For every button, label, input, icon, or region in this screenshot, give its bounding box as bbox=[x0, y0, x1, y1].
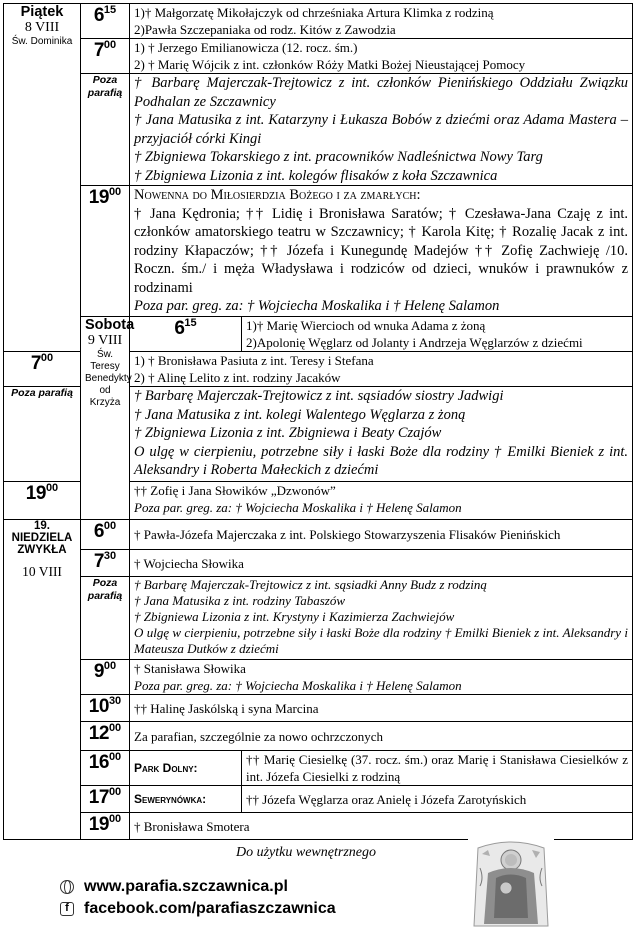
facebook-url[interactable]: facebook.com/parafiaszczawnica bbox=[84, 900, 336, 917]
time-1030: $10^{30}$ bbox=[81, 695, 130, 722]
time-1900: $19^{00}$ bbox=[81, 813, 130, 840]
mass-intentions-outside: † Barbarę Majerczak-Trejtowicz z int. sąsiadów siostry Jadwigi † Jana Matusika z int. kolegi Walentego Węglarza z żoną † Zbigniewa Lizonia z int. Zbigniewa i Beaty Czajów O ulgę w cierpieniu, potrzebne siły i łaski Boże dla rodziny † Emilki Bieniek z int. Aleksandry i Roberta Małeckich z dziećmi bbox=[130, 387, 633, 482]
time-1900: $19^{00}$ bbox=[4, 482, 81, 520]
website-url[interactable]: www.parafia.szczawnica.pl bbox=[84, 878, 288, 895]
time-600: $6^{00}$ bbox=[81, 520, 130, 550]
mass-intentions: †† Halinę Jaskólską i syna Marcina bbox=[130, 695, 633, 722]
day-sunday bbox=[4, 520, 81, 840]
poza-parafia-label: Poza parafią bbox=[4, 387, 81, 482]
time-615: $6^{15}$ bbox=[130, 317, 242, 352]
day-date: 9 VIII bbox=[87, 333, 123, 348]
day-name: Sobota bbox=[85, 317, 135, 333]
mass-intentions-outside: † Barbarę Majerczak-Trejtowicz z int. sąsiadki Anny Budz z rodziną † Jana Matusika z int. rodziny Tabaszów † Zbigniewa Lizonia z int. Krystyny i Kazimierza Zachwiejów O ulgę w cierpieniu, potrzebne siły i łaski Boże dla rodziny † Emilki Bieniek z int. Aleksandry i Mateusza Dutków z dziećmi bbox=[130, 577, 633, 660]
day-number: 19. bbox=[34, 520, 50, 532]
time-900: $9^{00}$ bbox=[81, 660, 130, 695]
mass-schedule-table bbox=[3, 3, 633, 840]
place-label: Sewerynówka: bbox=[130, 786, 242, 813]
novena-intentions: Nowenna do Miłosierdzia Bożego i za zmarłych: † Jana Kędronia; †† Lidię i Bronisława Saratów; † Czesława-Jana Czaję z int. członków amatorskiego teatru w Szczawnicy; † Karola Kitę; † Rozalię Jacak z int. rodziny Kłapaczów; †† Józefa i Kunegundę Madejów †† Zofię Zachwieję /10. Roczn. śm./ i męża Władysława i rodziców od dzieci, wnuków i prawnuków z rodzinami Poza par. greg. za: † Wojciecha Moskalika i † Helenę Salamon bbox=[130, 186, 633, 317]
mass-intentions: 1) † Bronisława Pasiuta z int. Teresy i Stefana 2) † Alinę Lelito z int. rodziny Jacaków bbox=[130, 352, 633, 387]
globe-icon bbox=[60, 880, 74, 894]
day-name: NIEDZIELA ZWYKŁA bbox=[11, 532, 73, 556]
poza-parafia-label: Poza parafią bbox=[81, 577, 130, 660]
mass-intentions-outside: † Barbarę Majerczak-Trejtowicz z int. członków Pienińskiego Oddziału Związku Podhalan ze Szczawnicy † Jana Matusika z int. Katarzyny i Łukasza Bobów z dziećmi oraz Adama Mastera – przyjaciół córki Kingi † Zbigniewa Tokarskiego z int. pracowników Nadleśnictwa Nowy Targ † Zbigniewa Lizonia z int. kolegów flisaków z koła Szczawnica bbox=[130, 74, 633, 186]
mass-intentions: † Stanisława Słowika Poza par. greg. za: † Wojciecha Moskalika i † Helenę Salamon bbox=[130, 660, 633, 695]
mass-intentions: Za parafian, szczególnie za nowo ochrzczonych bbox=[130, 722, 633, 751]
day-saturday bbox=[81, 317, 135, 520]
mass-intentions: †† Zofię i Jana Słowików „Dzwonów” Poza par. greg. za: † Wojciecha Moskalika i † Helenę Salamon bbox=[130, 482, 633, 520]
mass-intentions: 1) † Jerzego Emilianowicza (12. rocz. śm.) 2) † Marię Wójcik z int. członków Róży Matki Bożej Nieustającej Pomocy bbox=[130, 39, 633, 74]
time-1200: $12^{00}$ bbox=[81, 722, 130, 751]
mass-intentions: † Wojciecha Słowika bbox=[130, 550, 633, 577]
time-700: $7^{00}$ bbox=[81, 39, 130, 74]
facebook-link[interactable] bbox=[60, 898, 336, 920]
website-link[interactable] bbox=[60, 876, 336, 898]
mass-intentions: 1)† Marię Wiercioch od wnuka Adama z żoną 2)Apolonię Węglarz od Jolanty i Andrzeja Węglarzów z dziećmi bbox=[242, 317, 633, 352]
mass-intentions: † Pawła-Józefa Majerczaka z int. Polskiego Stowarzyszenia Flisaków Pienińskich bbox=[130, 520, 633, 550]
day-saint: Św. Dominika bbox=[11, 36, 73, 47]
mass-intentions: †† Józefa Węglarza oraz Anielę i Józefa Zarotyńskich bbox=[242, 786, 633, 813]
time-700: $7^{00}$ bbox=[4, 352, 81, 387]
madonna-icon bbox=[468, 838, 554, 928]
mass-intentions: 1)† Małgorzatę Mikołajczyk od chrześniaka Artura Klimka z rodziną 2)Pawła Szczepaniaka od rodz. Kitów z Zawodzia bbox=[130, 4, 633, 39]
time-615: $6^{15}$ bbox=[81, 4, 130, 39]
day-saint: Św. Teresy Benedykty od Krzyża bbox=[85, 349, 132, 408]
contact-links bbox=[60, 876, 336, 920]
day-friday bbox=[4, 4, 81, 352]
place-label: Park Dolny: bbox=[130, 751, 242, 786]
time-730: $7^{30}$ bbox=[81, 550, 130, 577]
facebook-icon: f bbox=[60, 902, 74, 916]
time-1700: $17^{00}$ bbox=[81, 786, 130, 813]
mass-intentions: † Bronisława Smotera bbox=[130, 813, 633, 840]
day-date: 10 VIII bbox=[22, 564, 62, 579]
poza-parafia-label: Poza parafią bbox=[81, 74, 130, 186]
internal-use-note: Do użytku wewnętrznego bbox=[236, 845, 376, 860]
day-date: 8 VIII bbox=[24, 20, 60, 35]
time-1600: $16^{00}$ bbox=[81, 751, 130, 786]
time-1900: $19^{00}$ bbox=[81, 186, 130, 317]
mass-intentions: †† Marię Ciesielkę (37. rocz. śm.) oraz Marię i Stanisława Ciesielków z int. Józefa Ciesielki z rodziną bbox=[242, 751, 633, 786]
day-name: Piątek bbox=[20, 4, 64, 20]
